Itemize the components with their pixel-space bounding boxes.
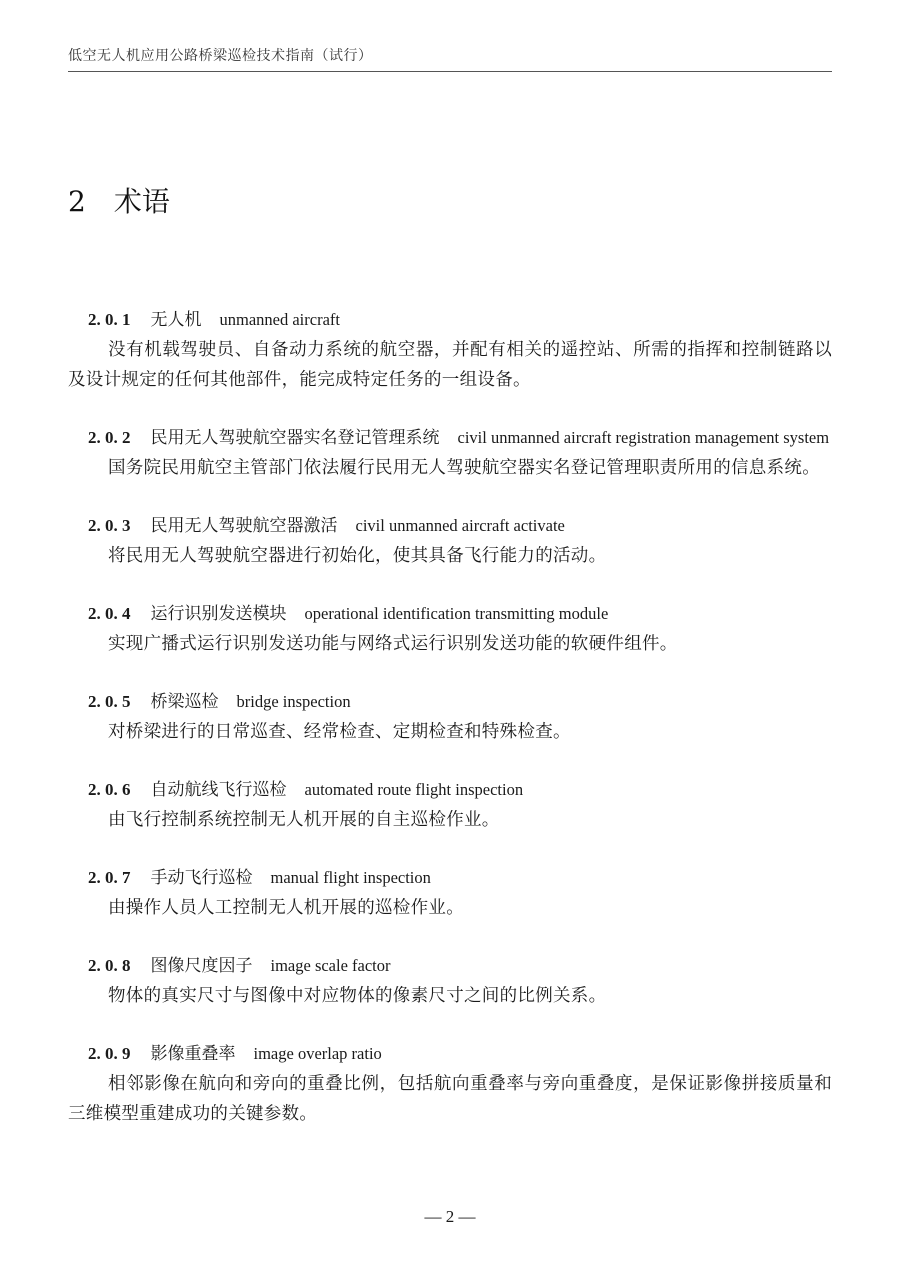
term-entry (68, 951, 832, 1011)
term-chinese: 运行识别发送模块 (150, 604, 287, 624)
term-chinese: 图像尺度因子 (150, 956, 253, 976)
term-english: image scale factor (270, 956, 391, 975)
term-definition: 由飞行控制系统控制无人机开展的自主巡检作业。 (108, 810, 500, 830)
running-header: 低空无人机应用公路桥梁巡检技术指南（试行） (68, 48, 373, 64)
term-heading (68, 511, 832, 541)
term-number: 2. 0. 4 (88, 604, 131, 623)
chapter-title (68, 182, 170, 222)
term-entry (68, 423, 832, 483)
term-definition: 国务院民用航空主管部门依法履行民用无人驾驶航空器实名登记管理职责所用的信息系统。 (108, 458, 820, 478)
term-english: automated route flight inspection (304, 780, 524, 799)
term-number: 2. 0. 8 (88, 956, 131, 975)
term-definition: 对桥梁进行的日常巡查、经常检查、定期检查和特殊检查。 (108, 722, 571, 742)
term-heading (68, 423, 832, 453)
term-english: image overlap ratio (253, 1044, 382, 1063)
term-number: 2. 0. 9 (88, 1044, 131, 1063)
term-entry (68, 863, 832, 923)
page-number: — 2 — (424, 1207, 476, 1226)
term-heading (68, 1039, 832, 1069)
term-definition: 相邻影像在航向和旁向的重叠比例，包括航向重叠率与旁向重叠度，是保证影像拼接质量和三维模型重建成功的关键参数。 (68, 1074, 832, 1124)
term-heading (68, 863, 832, 893)
term-definition: 实现广播式运行识别发送功能与网络式运行识别发送功能的软硬件组件。 (108, 634, 678, 654)
term-definition: 将民用无人驾驶航空器进行初始化，使其具备飞行能力的活动。 (108, 546, 607, 566)
term-definition: 没有机载驾驶员、自备动力系统的航空器，并配有相关的遥控站、所需的指挥和控制链路以及设计规定的任何其他部件，能完成特定任务的一组设备。 (68, 340, 832, 390)
term-entry (68, 599, 832, 659)
term-chinese: 民用无人驾驶航空器激活 (150, 516, 338, 536)
term-chinese: 影像重叠率 (150, 1044, 236, 1064)
term-chinese: 手动飞行巡检 (150, 868, 253, 888)
term-entry (68, 687, 832, 747)
header-rule (68, 71, 832, 72)
term-english: manual flight inspection (270, 868, 431, 887)
term-chinese: 民用无人驾驶航空器实名登记管理系统 (150, 428, 440, 448)
term-english: bridge inspection (236, 692, 351, 711)
term-chinese: 无人机 (150, 310, 202, 330)
term-number: 2. 0. 2 (88, 428, 131, 447)
term-definition: 由操作人员人工控制无人机开展的巡检作业。 (108, 898, 464, 918)
term-heading (68, 305, 832, 335)
term-heading (68, 775, 832, 805)
term-entry (68, 1039, 832, 1129)
term-definition: 物体的真实尺寸与图像中对应物体的像素尺寸之间的比例关系。 (108, 986, 607, 1006)
term-chinese: 桥梁巡检 (150, 692, 219, 712)
term-number: 2. 0. 3 (88, 516, 131, 535)
term-heading (68, 599, 832, 629)
term-entry (68, 511, 832, 571)
term-heading (68, 687, 832, 717)
term-number: 2. 0. 6 (88, 780, 131, 799)
term-number: 2. 0. 7 (88, 868, 131, 887)
term-entry (68, 305, 832, 395)
term-chinese: 自动航线飞行巡检 (150, 780, 287, 800)
term-heading (68, 951, 832, 981)
term-english: operational identification transmitting module (304, 604, 609, 623)
terms-list (68, 305, 832, 1157)
term-english: civil unmanned aircraft activate (355, 516, 565, 535)
term-english: unmanned aircraft (219, 310, 340, 329)
term-number: 2. 0. 1 (88, 310, 131, 329)
chapter-title-text: 术语 (113, 185, 170, 218)
term-english: civil unmanned aircraft registration management system (457, 428, 830, 447)
term-number: 2. 0. 5 (88, 692, 131, 711)
term-entry (68, 775, 832, 835)
chapter-number: 2 (68, 185, 86, 218)
